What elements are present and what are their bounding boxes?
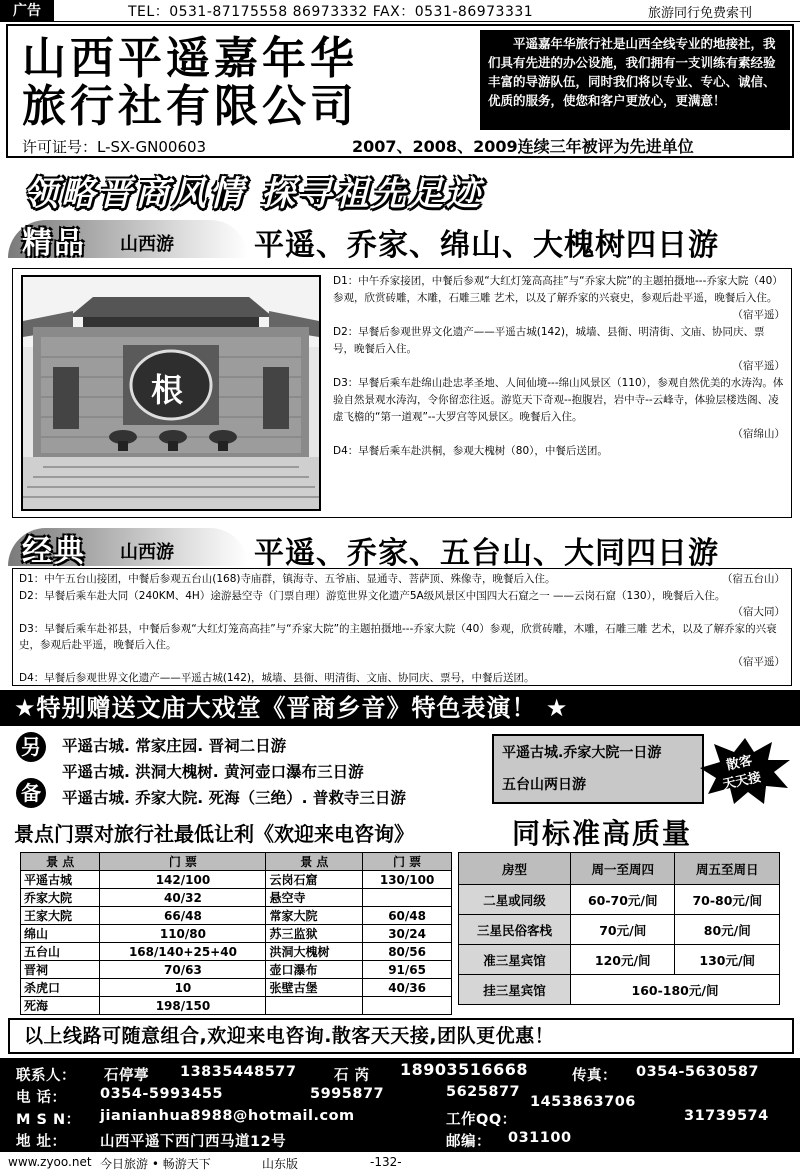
burst-text-2: 天天接 [721, 770, 763, 793]
spot-name: 洪洞大槐树 [266, 943, 363, 961]
qq-number-1[interactable]: 1453863706 [530, 1094, 636, 1110]
combo-banner: 以上线路可随意组合,欢迎来电咨询.散客天天接,团队更优惠！ [8, 1018, 794, 1054]
jingdian-itinerary-box [12, 568, 792, 686]
table-row [21, 871, 452, 889]
page-footer [0, 1152, 800, 1172]
company-name-line2: 旅行社有限公司 [22, 81, 358, 132]
room-type: 准三星宾馆 [459, 945, 571, 975]
spot-name: 王家大院 [21, 907, 100, 925]
room-price: 70-80元/间 [675, 885, 780, 915]
alternative-routes [10, 730, 490, 812]
jingdian-day1-row [19, 571, 785, 588]
spot-price: 40/36 [363, 979, 452, 997]
room-type: 三星民俗客栈 [459, 915, 571, 945]
msn-label: M S N： [16, 1112, 81, 1128]
spot-name: 平遥古城 [21, 871, 100, 889]
contact-phone-2[interactable]: 18903516668 [400, 1060, 528, 1079]
table-row [459, 885, 780, 915]
address-text: 山西平遥下西门西马道12号 [100, 1134, 287, 1150]
spot-name: 死海 [21, 997, 100, 1015]
jingpin-day4: D4：早餐后乘车赴洪桐，参观大槐树（80），中餐后送团。 [333, 445, 608, 457]
alt-route-2: 平遥古城. 洪洞大槐树. 黄河壶口瀑布三日游 [62, 763, 364, 781]
qq-number-2[interactable]: 31739574 [684, 1108, 769, 1124]
table-row [459, 975, 780, 1005]
empty-cell [266, 997, 363, 1015]
room-type: 挂三星宾馆 [459, 975, 571, 1005]
award-text: 2007、2008、2009连续三年被评为先进单位 [352, 137, 694, 156]
jingdian-day3: D3：早餐后乘车赴祁县，中餐后参观“大红灯笼高高挂”与“乔家大院”的主题拍摄地---乔家大院（40）参观，欣赏砖雕，木雕，石雕三雕 艺术，以及了解乔家的兴衰史，参观后赴平遥，晚餐后入住。 [19, 622, 777, 651]
spot-name: 绵山 [21, 925, 100, 943]
contact-person-1: 石停葶 [104, 1068, 149, 1084]
table-row [21, 997, 452, 1015]
table-row [21, 961, 452, 979]
spot-price: 30/24 [363, 925, 452, 943]
spot-name: 壶口瀑布 [266, 961, 363, 979]
spot-name: 云岗石窟 [266, 871, 363, 889]
spot-name: 悬空寺 [266, 889, 363, 907]
fax-label: 传真： [572, 1068, 617, 1084]
empty-cell [363, 997, 452, 1015]
top-strip [0, 0, 800, 22]
top-phone-numbers: TEL：0531-87175558 86973332 FAX：0531-86973331 [128, 4, 534, 20]
jingpin-day3-stay: （宿绵山） [732, 428, 785, 440]
company-header [6, 24, 794, 158]
spot-name: 张壁古堡 [266, 979, 363, 997]
fax-number: 0354-5630587 [636, 1064, 759, 1080]
table-row [21, 907, 452, 925]
room-price-table [458, 852, 780, 1005]
room-price: 60-70元/间 [570, 885, 675, 915]
jingdian-route-title: 平遥、乔家、五台山、大同四日游 [254, 536, 719, 571]
spot-price: 66/48 [100, 907, 266, 925]
spot-price: 110/80 [100, 925, 266, 943]
ticket-header-row [21, 853, 452, 871]
spot-name: 常家大院 [266, 907, 363, 925]
alt-circle-2: 备 [16, 778, 46, 808]
alt-circle-1: 另 [16, 732, 46, 762]
spot-name: 五台山 [21, 943, 100, 961]
free-catalog-label: 旅游同行免费索刊 [648, 6, 753, 21]
short-routes-box [492, 734, 704, 804]
jingdian-day3-stay: （宿平遥） [732, 655, 785, 668]
jingpin-badge-small: 山西游 [120, 234, 174, 255]
table-row [459, 915, 780, 945]
short-route-2: 五台山两日游 [502, 777, 586, 793]
quality-headline: 同标准高质量 [512, 817, 693, 850]
jingpin-day2: D2：早餐后参观世界文化遗产——平遥古城(142)，城墙、县衙、明清街、文庙、协同庆、票号，晚餐后入住。 [333, 326, 765, 355]
jingdian-day1: D1：中午五台山接团，中餐后参观五台山(168)寺庙群，镇海寺、五爷庙、显通寺、菩萨顶、殊像寺，晚餐后入住。 [19, 573, 556, 585]
jingpin-day1: D1：中午乔家接团，中餐后参观“大红灯笼高高挂”与“乔家大院”的主题拍摄地---乔家大院（40）参观，欣赏砖雕，木雕，石雕三雕 艺术，以及了解乔家的兴衰史，参观后赴平遥，晚餐后入住。 [333, 275, 783, 304]
jingdian-day2: D2：早餐后乘车赴大同（240KM、4H）途游悬空寺（门票自理）游览世界文化遗产5A级风景区中国四大石窟之一 ——云岗石窟（130），晚餐后入住。 [19, 589, 726, 602]
ticket-headline: 景点门票对旅行社最低让利《欢迎来电咨询》 [14, 822, 414, 846]
col-ticket: 门 票 [100, 853, 266, 871]
spot-price: 198/150 [100, 997, 266, 1015]
room-price: 70元/间 [570, 915, 675, 945]
gift-banner: ★特别赠送文庙大戏堂《晋商乡音》特色表演！ ★ [0, 690, 800, 726]
burst-text-1: 散客 [725, 753, 754, 774]
jingpin-title-bar [8, 216, 798, 263]
room-price: 160-180元/间 [570, 975, 779, 1005]
table-row [21, 925, 452, 943]
jingdian-badge-small: 山西游 [120, 542, 174, 563]
spot-price: 80/56 [363, 943, 452, 961]
jingdian-badge-big: 经典 [22, 534, 86, 569]
jingpin-day2-stay: （宿平遥） [732, 360, 785, 372]
spot-price: 60/48 [363, 907, 452, 925]
address-label: 地 址： [16, 1134, 67, 1150]
table-row [21, 979, 452, 997]
jingdian-day2-stay: （宿大同） [732, 606, 785, 618]
spot-price: 91/65 [363, 961, 452, 979]
contact-person-label: 联系人： [16, 1068, 76, 1084]
company-intro: 平遥嘉年华旅行社是山西全线专业的地接社，我们具有先进的办公设施，我们拥有一支训练有素经验丰富的导游队伍，同时我们将以专业、专心、诚信、优质的服务，使您和客户更放心，更满意！ [480, 30, 790, 130]
col-ticket-2: 门 票 [363, 853, 452, 871]
alt-route-3: 平遥古城. 乔家大院. 死海（三绝）. 普救寺三日游 [62, 789, 406, 807]
footer-slogan: 今日旅游 • 畅游天下 [100, 1157, 211, 1171]
footer-edition: 山东版 [262, 1157, 299, 1171]
short-route-1: 平遥古城.乔家大院一日游 [502, 745, 662, 761]
col-room-type: 房型 [459, 853, 571, 885]
jingdian-title-bar [8, 524, 798, 571]
room-header-row [459, 853, 780, 885]
spot-price: 168/140+25+40 [100, 943, 266, 961]
jingpin-badge-big: 精品 [22, 226, 86, 261]
room-price: 120元/间 [570, 945, 675, 975]
qiao-family-compound-photo [21, 275, 321, 511]
spot-price [363, 889, 452, 907]
room-price: 130元/间 [675, 945, 780, 975]
contact-person-2: 石 芮 [334, 1068, 370, 1084]
contact-panel [0, 1058, 800, 1152]
spot-name: 苏三监狱 [266, 925, 363, 943]
tel-number-2[interactable]: 5995877 [310, 1086, 385, 1102]
jingpin-day-list [333, 273, 785, 460]
jingdian-day1-stay: （宿五台山） [722, 573, 785, 585]
ad-label: 广告 [0, 0, 54, 22]
photo-sign-char: 根 [151, 371, 184, 409]
col-weekday: 周一至周四 [570, 853, 675, 885]
spot-price: 130/100 [363, 871, 452, 889]
jingpin-day3: D3：早餐后乘车赴绵山赴忠孝圣地、人间仙境---绵山风景区（110），参观自然优美的水涛沟。体验自然景观水涛沟，令你留恋往返。游览天下奇观--抱腹岩，岩中寺--云峰寺，体验层楼迭阁、凌虚飞檐的“第一道观”--大罗宫等风景区。晚餐后入住。 [333, 377, 784, 423]
license-number: 许可证号：L-SX-GN00603 [22, 138, 207, 156]
spot-price: 10 [100, 979, 266, 997]
footer-site[interactable]: www.zyoo.net [8, 1155, 92, 1169]
spot-price: 142/100 [100, 871, 266, 889]
tel-number-1[interactable]: 0354-5993455 [100, 1086, 223, 1102]
slogan: 领略晋商风情 探寻祖先足迹 [24, 174, 483, 214]
spot-price: 40/32 [100, 889, 266, 907]
qq-label: 工作QQ： [446, 1112, 517, 1128]
footer-page-number: -132- [370, 1155, 402, 1169]
jingpin-day1-stay: （宿平遥） [732, 309, 785, 321]
jingdian-day4: D4：早餐后参观世界文化遗产——平遥古城(142)，城墙、县衙、明清街、文庙、协同庆、票号，中餐后送团。 [19, 672, 535, 684]
table-row [459, 945, 780, 975]
alt-route-1: 平遥古城. 常家庄园. 晋祠二日游 [62, 737, 287, 755]
zip-label: 邮编： [446, 1134, 491, 1150]
ticket-price-table [20, 852, 452, 1015]
spot-price: 70/63 [100, 961, 266, 979]
spot-name: 晋祠 [21, 961, 100, 979]
room-type: 二星或同级 [459, 885, 571, 915]
spot-name: 杀虎口 [21, 979, 100, 997]
col-weekend: 周五至周日 [675, 853, 780, 885]
spot-name: 乔家大院 [21, 889, 100, 907]
tel-number-3[interactable]: 5625877 [446, 1084, 521, 1100]
company-name-line1: 山西平遥嘉年华 [22, 33, 358, 84]
daily-pickup-burst [700, 738, 790, 804]
zip-code: 031100 [508, 1130, 572, 1146]
jingpin-route-title: 平遥、乔家、绵山、大槐树四日游 [254, 228, 719, 263]
jingpin-itinerary-box [12, 268, 792, 518]
col-spot-2: 景 点 [266, 853, 363, 871]
table-row [21, 889, 452, 907]
room-price: 80元/间 [675, 915, 780, 945]
col-spot: 景 点 [21, 853, 100, 871]
tel-label: 电 话： [16, 1090, 67, 1106]
msn-address[interactable]: jianianhua8988@hotmail.com [100, 1108, 355, 1124]
contact-phone-1[interactable]: 13835448577 [180, 1064, 297, 1080]
table-row [21, 943, 452, 961]
